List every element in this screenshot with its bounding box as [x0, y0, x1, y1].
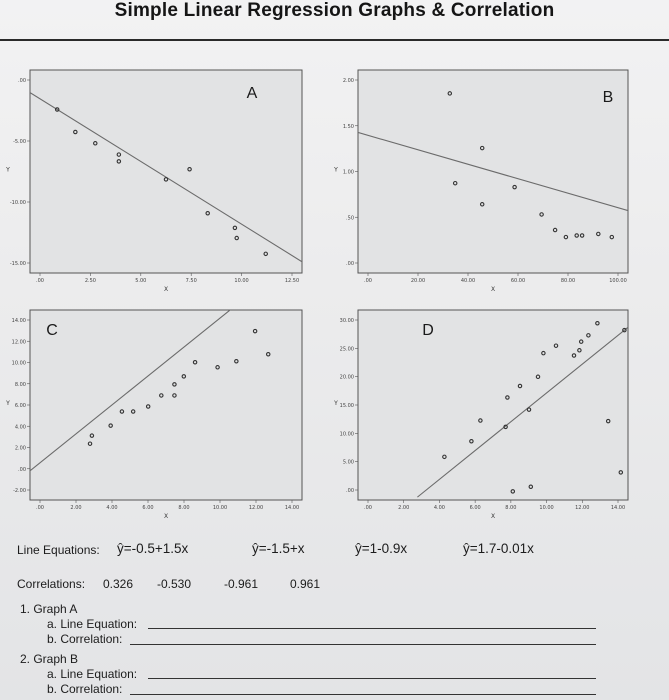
x-tick-label: 10.00 [212, 505, 228, 511]
x-tick-label: 14.00 [284, 505, 300, 511]
x-tick-label: 10.00 [539, 505, 554, 511]
y-tick-label: .00 [18, 466, 26, 473]
y-axis-label: Y [6, 400, 10, 407]
x-tick-label: 4.00 [433, 505, 445, 511]
question-1-line-equation-blank[interactable] [148, 628, 596, 629]
x-tick-label: 4.00 [106, 505, 118, 511]
y-tick-label: .50 [346, 215, 354, 222]
equation-3: ŷ=1-0.9x [355, 541, 408, 556]
x-tick-label: 8.00 [505, 505, 517, 511]
x-tick-label: 40.00 [460, 278, 476, 284]
y-tick-label: 6.00 [14, 403, 26, 409]
x-tick-label: 8.00 [178, 505, 190, 511]
y-tick-label: -10.00 [9, 200, 26, 206]
y-tick-label: 20.00 [339, 374, 354, 381]
correlation-2: -0.530 [157, 577, 192, 591]
x-tick-label: 2.00 [70, 505, 82, 511]
y-tick-label: 15.00 [339, 403, 354, 409]
x-tick-label: 10.00 [234, 278, 249, 284]
x-tick-label: .00 [36, 505, 44, 511]
x-axis-label: X [163, 286, 169, 293]
equation-1: ŷ=-0.5+1.5x [117, 541, 189, 556]
plot-panel [30, 70, 302, 273]
scatter-plot-b [330, 60, 669, 300]
x-axis-label: X [490, 513, 496, 520]
correlation-3: -0.961 [224, 577, 259, 591]
scatter-plot-d [330, 300, 669, 530]
y-tick-label: 4.00 [14, 424, 26, 431]
x-tick-label: .00 [364, 505, 372, 511]
question-2-label: 2. Graph B [20, 652, 79, 666]
scatter-plot-a [0, 60, 310, 300]
equation-4: ŷ=1.7-0.01x [463, 541, 534, 556]
graph-letter: B [602, 89, 614, 106]
correlations-label: Correlations: [17, 577, 86, 591]
x-tick-label: 7.50 [185, 278, 197, 284]
equation-2: ŷ=-1.5+x [252, 541, 305, 556]
y-axis-label: Y [6, 166, 10, 174]
y-axis-label: Y [334, 400, 338, 407]
plot-panel [30, 310, 302, 500]
y-tick-label: 14.00 [11, 318, 26, 324]
title-divider [0, 39, 669, 41]
x-tick-label: 5.00 [135, 278, 147, 284]
plot-panel [358, 310, 628, 500]
graph-letter: D [422, 322, 434, 339]
x-axis-label: X [490, 286, 496, 293]
x-tick-label: 12.00 [248, 505, 264, 511]
y-tick-label: -2.00 [13, 488, 26, 494]
y-tick-label: -5.00 [13, 139, 26, 145]
x-tick-label: 100.00 [609, 278, 627, 284]
x-tick-label: .00 [36, 278, 44, 284]
x-tick-label: 12.00 [575, 505, 590, 511]
x-tick-label: 6.00 [469, 505, 481, 511]
y-tick-label: 25.00 [339, 346, 354, 353]
x-tick-label: 12.50 [284, 278, 300, 284]
correlation-1: 0.326 [103, 577, 134, 591]
question-1-correlation-blank[interactable] [130, 644, 596, 645]
x-tick-label: 60.00 [510, 278, 526, 284]
y-tick-label: .00 [346, 488, 354, 494]
x-tick-label: 6.00 [142, 505, 154, 511]
x-tick-label: 20.00 [410, 278, 426, 284]
x-tick-label: 80.00 [560, 278, 576, 284]
question-2-correlation: b. Correlation: [47, 682, 123, 696]
x-axis-label: X [163, 513, 169, 520]
y-tick-label: 10.00 [339, 431, 354, 438]
y-tick-label: 1.50 [342, 123, 354, 130]
y-tick-label: 5.00 [342, 459, 354, 466]
y-tick-label: 30.00 [339, 318, 354, 324]
page-title: Simple Linear Regression Graphs & Correlation [114, 0, 555, 21]
question-2-line-equation-blank[interactable] [148, 678, 596, 679]
question-2-correlation-blank[interactable] [130, 694, 596, 695]
y-tick-label: 8.00 [14, 381, 26, 388]
y-tick-label: .00 [346, 261, 354, 267]
question-2-line-equation: a. Line Equation: [47, 667, 138, 681]
question-1-correlation: b. Correlation: [47, 632, 123, 646]
x-tick-label: .00 [364, 278, 372, 284]
question-1-label: 1. Graph A [20, 602, 78, 616]
graph-letter: A [246, 85, 258, 102]
y-tick-label: 2.00 [342, 78, 354, 84]
correlation-4: 0.961 [290, 577, 321, 591]
x-tick-label: 2.50 [84, 278, 96, 284]
y-tick-label: 10.00 [11, 360, 26, 367]
y-tick-label: 1.00 [342, 169, 354, 176]
scatter-plot-c [0, 300, 310, 530]
y-tick-label: 2.00 [14, 445, 26, 452]
y-axis-label: Y [334, 166, 338, 174]
y-tick-label: .00 [18, 78, 26, 84]
equations-label: Line Equations: [17, 543, 100, 557]
x-tick-label: 14.00 [610, 505, 626, 511]
question-1-line-equation: a. Line Equation: [47, 617, 138, 631]
y-tick-label: 12.00 [11, 339, 26, 346]
graph-letter: C [46, 322, 58, 339]
y-tick-label: -15.00 [9, 261, 26, 267]
x-tick-label: 2.00 [398, 505, 410, 511]
